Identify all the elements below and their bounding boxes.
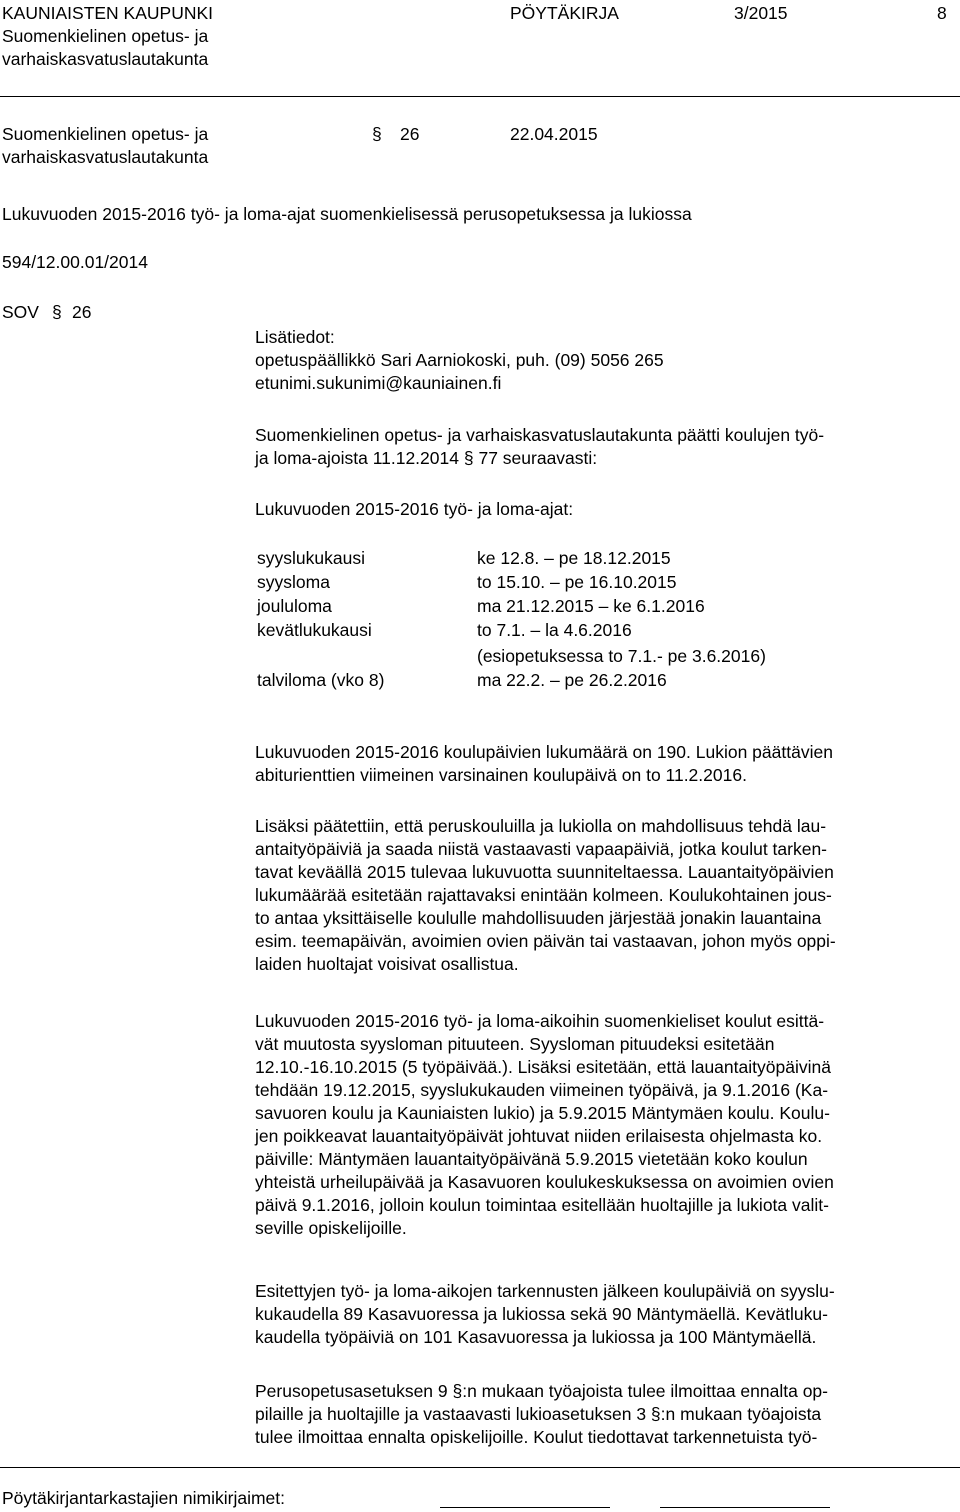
signature-label: Pöytäkirjantarkastajien nimikirjaimet: bbox=[2, 1488, 286, 1508]
paragraph-line: lukumäärää esitetään rajattavaksi enintään kolmeen. Koulukohtainen jous- bbox=[255, 885, 832, 905]
meeting-board-line2: varhaiskasvatuslautakunta bbox=[2, 147, 209, 167]
paragraph-line: antaityöpäiviä ja saada niistä vastaavasti vapaapäiviä, jotka koulut tarken- bbox=[255, 839, 828, 859]
paragraph-line: seville opiskelijoille. bbox=[255, 1218, 407, 1238]
page-number: 8 bbox=[937, 3, 947, 23]
paragraph-line: Lukuvuoden 2015-2016 koulupäivien lukumäärä on 190. Lukion päättävien bbox=[255, 742, 833, 762]
paragraph-line: Esitettyjen työ- ja loma-aikojen tarkennusten jälkeen koulupäiviä on syyslu- bbox=[255, 1281, 835, 1301]
paragraph-regulation bbox=[255, 1380, 955, 1449]
paragraph-school-days bbox=[255, 741, 955, 787]
paragraph-line: esim. teemapäivän, avoimien ovien päivän tai vastaavan, johon myös oppi- bbox=[255, 931, 836, 951]
paragraph-line: abiturienttien viimeinen varsinainen koulupäivä on to 11.2.2016. bbox=[255, 765, 747, 785]
sov-label: SOV bbox=[2, 302, 39, 322]
document-number: 3/2015 bbox=[734, 3, 788, 23]
contact-heading: Lisätiedot: bbox=[255, 327, 335, 347]
schedule-value: to 7.1. – la 4.6.2016 bbox=[477, 620, 632, 640]
decision-intro-text: ja loma-ajoista 11.12.2014 bbox=[255, 448, 459, 468]
header-divider bbox=[0, 96, 960, 97]
paragraph-line: yhteistä urheilupäivää ja Kasavuoren koulukeskuksessa on avoimien ovien bbox=[255, 1172, 834, 1192]
meeting-date: 22.04.2015 bbox=[510, 124, 598, 144]
board-name-line1: Suomenkielinen opetus- ja bbox=[2, 26, 209, 46]
paragraph-autumn-break bbox=[255, 1010, 955, 1240]
schedule-label: joululoma bbox=[257, 596, 332, 616]
paragraph-line: to antaa yksittäiselle koululle mahdollisuuden järjestää jonakin lauantaina bbox=[255, 908, 822, 928]
paragraph-line: Perusopetusasetuksen 9 §:n mukaan työajoista tulee ilmoittaa ennalta op- bbox=[255, 1381, 828, 1401]
paragraph-line: pilaille ja huoltajille ja vastaavasti lukioasetuksen 3 §:n mukaan työajoista bbox=[255, 1404, 822, 1424]
paragraph-line: päivä 9.1.2016, jolloin koulun toimintaa esitellään huoltajille ja lukiota valit- bbox=[255, 1195, 829, 1215]
paragraph-line: 12.10.-16.10.2015 (5 työpäivää.). Lisäksi esitetään, että lauantaityöpäivinä bbox=[255, 1057, 831, 1077]
paragraph-line: tehdään 19.12.2015, syyslukukauden viimeinen työpäivä, ja 9.1.2016 (Ka- bbox=[255, 1080, 829, 1100]
schedule-value: ke 12.8. – pe 18.12.2015 bbox=[477, 548, 671, 568]
section-symbol: § bbox=[372, 124, 382, 144]
document-type: PÖYTÄKIRJA bbox=[510, 3, 619, 23]
contact-person: opetuspäällikkö Sari Aarniokoski, puh. (09) 5056 265 bbox=[255, 350, 664, 370]
paragraph-line: savuoren koulu ja Kauniaisten lukio) ja 5.9.2015 Mäntymäen koulu. Koulu- bbox=[255, 1103, 830, 1123]
schedule-label: talviloma (vko 8) bbox=[257, 670, 385, 690]
paragraph-line: jen poikkeavat lauantaityöpäivät johtuvat niiden erilaisesta ohjelmasta ko. bbox=[255, 1126, 823, 1146]
paragraph-day-counts bbox=[255, 1280, 955, 1349]
decision-intro-line1: Suomenkielinen opetus- ja varhaiskasvatuslautakunta päätti koulujen työ- bbox=[255, 425, 825, 445]
record-id: 594/12.00.01/2014 bbox=[2, 252, 148, 272]
paragraph-line: vät muutosta syysloman pituuteen. Syysloman pituudeksi esitetään bbox=[255, 1034, 775, 1054]
signature-line[interactable] bbox=[660, 1507, 830, 1508]
section-number: 26 bbox=[400, 124, 420, 144]
paragraph-line: laiden huoltajat voisivat osallistua. bbox=[255, 954, 519, 974]
paragraph-line: Lisäksi päätettiin, että peruskouluilla ja lukiolla on mahdollisuus tehdä lau- bbox=[255, 816, 827, 836]
agenda-title: Lukuvuoden 2015-2016 työ- ja loma-ajat suomenkielisessä perusopetuksessa ja lukiossa bbox=[2, 204, 692, 224]
decision-intro-line2 bbox=[255, 447, 597, 470]
paragraph-line: kukaudella 89 Kasavuoressa ja lukiossa sekä 90 Mäntymäellä. Kevätluku- bbox=[255, 1304, 828, 1324]
paragraph-line: tulee ilmoittaa ennalta opiskelijoille. Koulut tiedottavat tarkennetuista työ- bbox=[255, 1427, 818, 1447]
decision-section-symbol: § bbox=[463, 448, 474, 468]
paragraph-line: kaudella työpäiviä on 101 Kasavuoressa ja lukiossa ja 100 Mäntymäellä. bbox=[255, 1327, 817, 1347]
meeting-board-line1: Suomenkielinen opetus- ja bbox=[2, 124, 209, 144]
schedule-label: syyslukukausi bbox=[257, 548, 365, 568]
org-name: KAUNIAISTEN KAUPUNKI bbox=[2, 3, 214, 23]
sov-section-symbol: § bbox=[52, 302, 62, 322]
paragraph-line: päiville: Mäntymäen lauantaityöpäivänä 5.9.2015 vietetään koko koulun bbox=[255, 1149, 808, 1169]
contact-email[interactable]: etunimi.sukunimi@kauniainen.fi bbox=[255, 373, 502, 393]
schedule-value: ma 21.12.2015 – ke 6.1.2016 bbox=[477, 596, 705, 616]
paragraph-line: tavat keväällä 2015 tulevaa lukuvuotta suunniteltaessa. Lauantaityöpäivien bbox=[255, 862, 834, 882]
footer-divider bbox=[0, 1467, 960, 1468]
schedule-value: ma 22.2. – pe 26.2.2016 bbox=[477, 670, 667, 690]
schedule-value: (esiopetuksessa to 7.1.- pe 3.6.2016) bbox=[477, 646, 766, 666]
board-name-line2: varhaiskasvatuslautakunta bbox=[2, 49, 209, 69]
schedule-value: to 15.10. – pe 16.10.2015 bbox=[477, 572, 677, 592]
sov-section-number: 26 bbox=[72, 302, 92, 322]
paragraph-line: Lukuvuoden 2015-2016 työ- ja loma-aikoihin suomenkieliset koulut esittä- bbox=[255, 1011, 825, 1031]
schedule-heading: Lukuvuoden 2015-2016 työ- ja loma-ajat: bbox=[255, 499, 574, 519]
decision-section-ref: 77 seuraavasti: bbox=[478, 448, 598, 468]
paragraph-saturday-workdays bbox=[255, 815, 955, 976]
signature-line[interactable] bbox=[440, 1507, 610, 1508]
schedule-label: syysloma bbox=[257, 572, 330, 592]
schedule-label: kevätlukukausi bbox=[257, 620, 372, 640]
